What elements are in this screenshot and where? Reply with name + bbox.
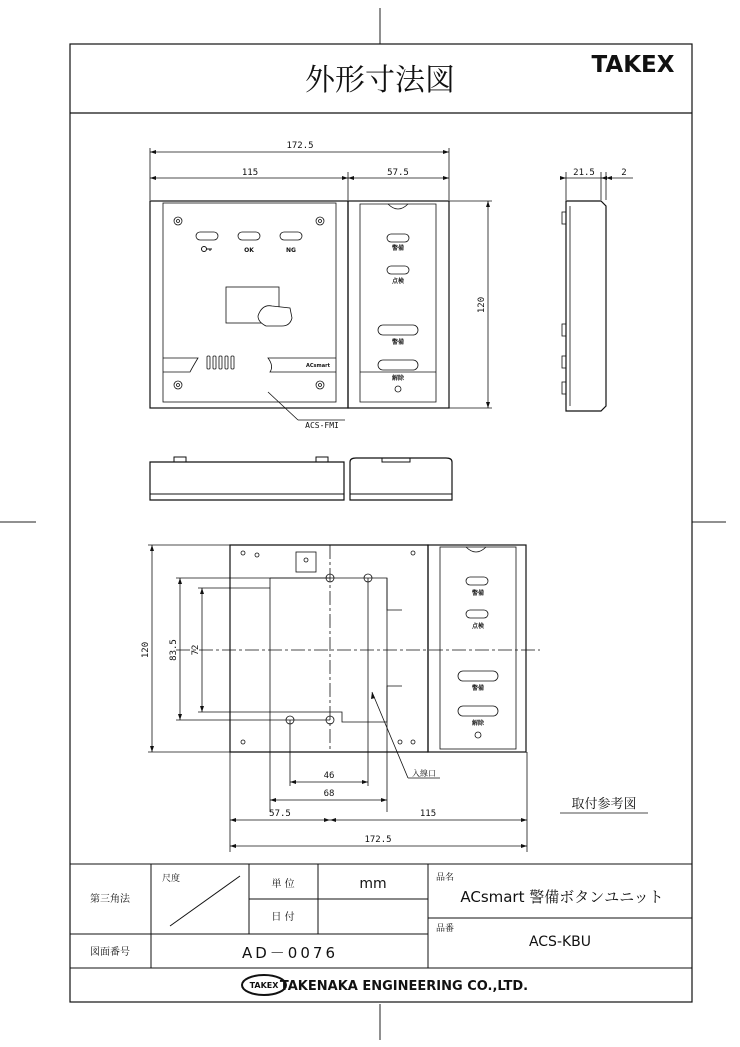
mount-button-label-2: 点検 [471,623,485,630]
mount-button-label-3: 警備 [471,685,485,692]
icon-label-ok: OK [244,247,254,254]
date-label: 日 付 [271,912,295,923]
acsmart-logo: ACsmart [306,363,330,369]
mount-dim-72: 72 [191,644,201,656]
button-label-3: 警備 [391,339,405,346]
part-no: ACS-KBU [528,934,592,950]
company-name: TAKENAKA ENGINEERING CO.,LTD. [279,979,529,994]
dim-total-label: 172.5 [286,141,314,151]
scale-label: 尺度 [162,874,181,884]
bottom-view [150,457,452,500]
product-name: ACsmart 警備ボタンユニット [460,888,664,906]
mount-dim-total: 172.5 [364,835,392,845]
takex-brand: TAKEX [591,52,675,78]
unit-value: mm [359,876,387,892]
mount-dim-46: 46 [323,771,335,781]
model-label: ACS-FMI [305,421,339,430]
dim-height-label: 120 [477,296,487,314]
key-icon [202,247,213,252]
mount-dim-68: 68 [323,789,335,799]
mount-dim-835: 83.5 [169,639,179,661]
mount-button-label-1: 警備 [471,590,485,597]
part-no-label: 品番 [436,924,455,934]
button-label-4: 解除 [391,375,405,382]
button-label-1: 警備 [391,245,405,252]
drawing-title: 外形寸法図 [305,63,455,98]
front-view [150,141,492,430]
dim-left-label: 115 [241,168,259,178]
projection-label: 第三角法 [90,894,130,905]
mount-dim-left: 57.5 [269,809,291,819]
dim-lip-label: 2 [621,168,627,178]
side-view [560,168,633,411]
drawing-no: AD－0076 [242,944,338,962]
unit-label: 単 位 [271,879,295,890]
entry-label: 入線口 [412,769,436,778]
reference-label: 取付参考図 [571,797,637,812]
dim-depth-label: 21.5 [573,168,595,178]
drawing-no-label: 図面番号 [90,947,130,958]
sheet-frame [70,44,692,1002]
product-name-label: 品名 [436,873,455,883]
icon-label-ng: NG [286,247,296,254]
mount-view [141,545,648,852]
mount-dim-right: 115 [419,809,437,819]
dim-right-label: 57.5 [387,168,409,178]
company-logo-text: TAKEX [249,981,279,990]
button-label-2: 点検 [391,278,405,285]
mount-button-label-4: 解除 [471,720,485,727]
mount-dim-height: 120 [141,641,151,659]
